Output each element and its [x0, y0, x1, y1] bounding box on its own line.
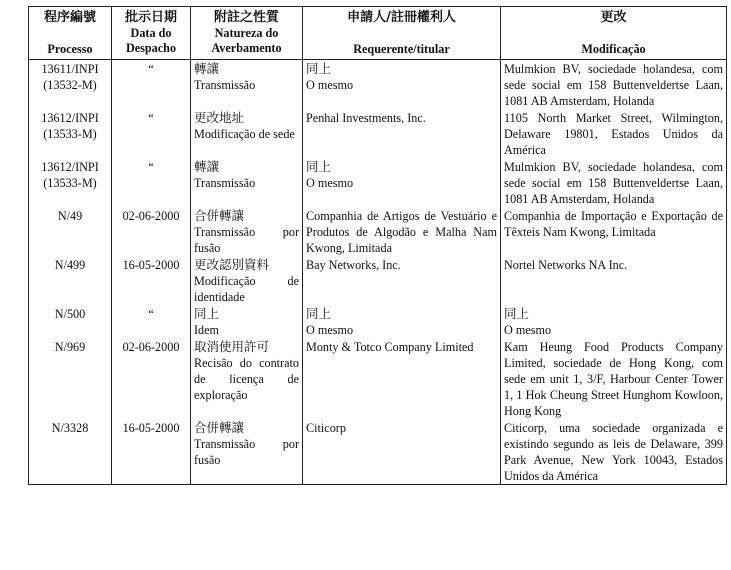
- cell-modificacao: [501, 256, 727, 305]
- requerente-pt: Companhia de Artigos de Vestuário e Produtos de Algodão e Malha Nam Kwong, Limitada: [306, 209, 497, 255]
- cell-data: [112, 60, 191, 110]
- header-requerente: [303, 7, 501, 60]
- cell-natureza: [191, 207, 303, 256]
- despacho-date: 16-05-2000: [122, 421, 180, 435]
- table-body: [29, 60, 727, 485]
- header-processo: [29, 7, 112, 60]
- cell-data: [112, 207, 191, 256]
- natureza-pt: Recisão do contrato de licença de exploração: [194, 356, 299, 402]
- natureza-pt: Idem: [194, 323, 220, 337]
- requerente-zh: 同上: [306, 306, 332, 321]
- header-modificacao-pt: Modificação: [581, 42, 646, 56]
- table-row: [29, 158, 727, 207]
- processo-number: N/969: [54, 340, 86, 354]
- header-modificacao-zh: 更改: [600, 10, 627, 25]
- header-natureza-pt: Natureza do Averbamento: [211, 26, 282, 55]
- header-data-zh: 批示日期: [124, 10, 177, 25]
- cell-modificacao: [501, 109, 727, 158]
- header-processo-pt: Processo: [47, 42, 93, 56]
- requerente-pt: Penhal Investments, Inc.: [306, 111, 426, 125]
- header-requerente-zh: 申請人/註冊權利人: [347, 10, 456, 25]
- header-natureza-zh: 附註之性質: [213, 10, 279, 25]
- despacho-date: “: [148, 62, 154, 76]
- modificacao-pt: Citicorp, uma sociedade organizada e existindo segundo as leis de Delaware, 399 Park Avenue, New York 10043, Estados Unidos da América: [504, 421, 723, 483]
- natureza-zh: 合併轉讓: [194, 208, 245, 223]
- cell-processo: [29, 60, 112, 110]
- despacho-date: “: [148, 111, 154, 125]
- processo-number: N/500: [54, 307, 86, 321]
- natureza-pt: Modificação de identidade: [194, 274, 299, 304]
- header-data: [112, 7, 191, 60]
- processo-number: 13611/INPI (13532-M): [41, 62, 99, 92]
- cell-modificacao: [501, 158, 727, 207]
- header-data-pt: Data do Despacho: [125, 26, 177, 55]
- despacho-date: “: [148, 307, 154, 321]
- cell-data: [112, 256, 191, 305]
- cell-modificacao: [501, 419, 727, 485]
- modificacao-pt: Nortel Networks NA Inc.: [504, 258, 628, 272]
- cell-natureza: [191, 109, 303, 158]
- table-row: [29, 305, 727, 338]
- natureza-zh: 更改認別資料: [194, 257, 270, 272]
- natureza-zh: 更改地址: [194, 110, 245, 125]
- cell-processo: [29, 207, 112, 256]
- table-row: [29, 338, 727, 419]
- natureza-pt: Transmissão por fusão: [194, 225, 299, 255]
- cell-requerente: [303, 338, 501, 419]
- natureza-zh: 合併轉讓: [194, 420, 245, 435]
- modificacao-pt: O mesmo: [504, 323, 552, 337]
- processo-number: N/49: [57, 209, 83, 223]
- cell-processo: [29, 419, 112, 485]
- cell-processo: [29, 338, 112, 419]
- cell-processo: [29, 158, 112, 207]
- requerente-pt: Citicorp: [306, 421, 346, 435]
- despacho-date: “: [148, 160, 154, 174]
- cell-requerente: [303, 109, 501, 158]
- natureza-zh: 轉讓: [194, 61, 220, 76]
- cell-requerente: [303, 419, 501, 485]
- cell-natureza: [191, 158, 303, 207]
- requerente-zh: 同上: [306, 61, 332, 76]
- cell-data: [112, 109, 191, 158]
- cell-modificacao: [501, 305, 727, 338]
- cell-data: [112, 338, 191, 419]
- requerente-pt: Bay Networks, Inc.: [306, 258, 401, 272]
- table-row: [29, 207, 727, 256]
- cell-requerente: [303, 305, 501, 338]
- cell-natureza: [191, 305, 303, 338]
- despacho-date: 02-06-2000: [122, 209, 180, 223]
- modificacao-pt: Mulmkion BV, sociedade holandesa, com sede social em 158 Buttenveldertse Laan, 1081 AB Amsterdam, Holanda: [504, 160, 723, 206]
- requerente-pt: O mesmo: [306, 176, 354, 190]
- natureza-pt: Transmissão: [194, 78, 256, 92]
- header-requerente-pt: Requerente/titular: [353, 42, 450, 56]
- header-modificacao: [501, 7, 727, 60]
- despacho-date: 16-05-2000: [122, 258, 180, 272]
- processo-number: 13612/INPI (13533-M): [41, 160, 99, 190]
- natureza-pt: Transmissão: [194, 176, 256, 190]
- cell-data: [112, 419, 191, 485]
- processo-number: N/499: [54, 258, 86, 272]
- cell-requerente: [303, 256, 501, 305]
- registration-table: [28, 6, 727, 485]
- natureza-zh: 同上: [194, 306, 220, 321]
- processo-number: N/3328: [51, 421, 89, 435]
- cell-modificacao: [501, 207, 727, 256]
- cell-requerente: [303, 207, 501, 256]
- natureza-zh: 取消使用許可: [194, 339, 270, 354]
- modificacao-pt: 1105 North Market Street, Wilmington, Delaware 19801, Estados Unidos da América: [504, 111, 723, 157]
- header-natureza: [191, 7, 303, 60]
- cell-data: [112, 158, 191, 207]
- cell-processo: [29, 109, 112, 158]
- cell-modificacao: [501, 60, 727, 110]
- natureza-pt: Modificação de sede: [194, 127, 295, 141]
- cell-natureza: [191, 60, 303, 110]
- requerente-pt: O mesmo: [306, 323, 354, 337]
- requerente-pt: Monty & Totco Company Limited: [306, 340, 474, 354]
- table-row: [29, 109, 727, 158]
- requerente-pt: O mesmo: [306, 78, 354, 92]
- cell-natureza: [191, 338, 303, 419]
- cell-requerente: [303, 158, 501, 207]
- cell-data: [112, 305, 191, 338]
- cell-requerente: [303, 60, 501, 110]
- cell-processo: [29, 305, 112, 338]
- table-row: [29, 419, 727, 485]
- requerente-zh: 同上: [306, 159, 332, 174]
- header-processo-zh: 程序編號: [43, 10, 96, 25]
- table-header-row: [29, 7, 727, 60]
- despacho-date: 02-06-2000: [122, 340, 180, 354]
- cell-modificacao: [501, 338, 727, 419]
- modificacao-pt: Companhia de Importação e Exportação de Têxteis Nam Kwong, Limitada: [504, 209, 723, 239]
- table-row: [29, 256, 727, 305]
- cell-processo: [29, 256, 112, 305]
- cell-natureza: [191, 256, 303, 305]
- modificacao-pt: Mulmkion BV, sociedade holandesa, com sede social em 158 Buttenveldertse Laan, 1081 AB Amsterdam, Holanda: [504, 62, 723, 108]
- cell-natureza: [191, 419, 303, 485]
- processo-number: 13612/INPI (13533-M): [41, 111, 99, 141]
- table-row: [29, 60, 727, 110]
- modificacao-pt: Kam Heung Food Products Company Limited, sociedade de Hong Kong, com sede em unit 1, 3/F, Harbour Center Tower 1, 1 Hok Cheung Street Hunghom Kowloon, Hong Kong: [504, 340, 723, 418]
- modificacao-zh: 同上: [504, 306, 530, 321]
- natureza-pt: Transmissão por fusão: [194, 437, 299, 467]
- natureza-zh: 轉讓: [194, 159, 220, 174]
